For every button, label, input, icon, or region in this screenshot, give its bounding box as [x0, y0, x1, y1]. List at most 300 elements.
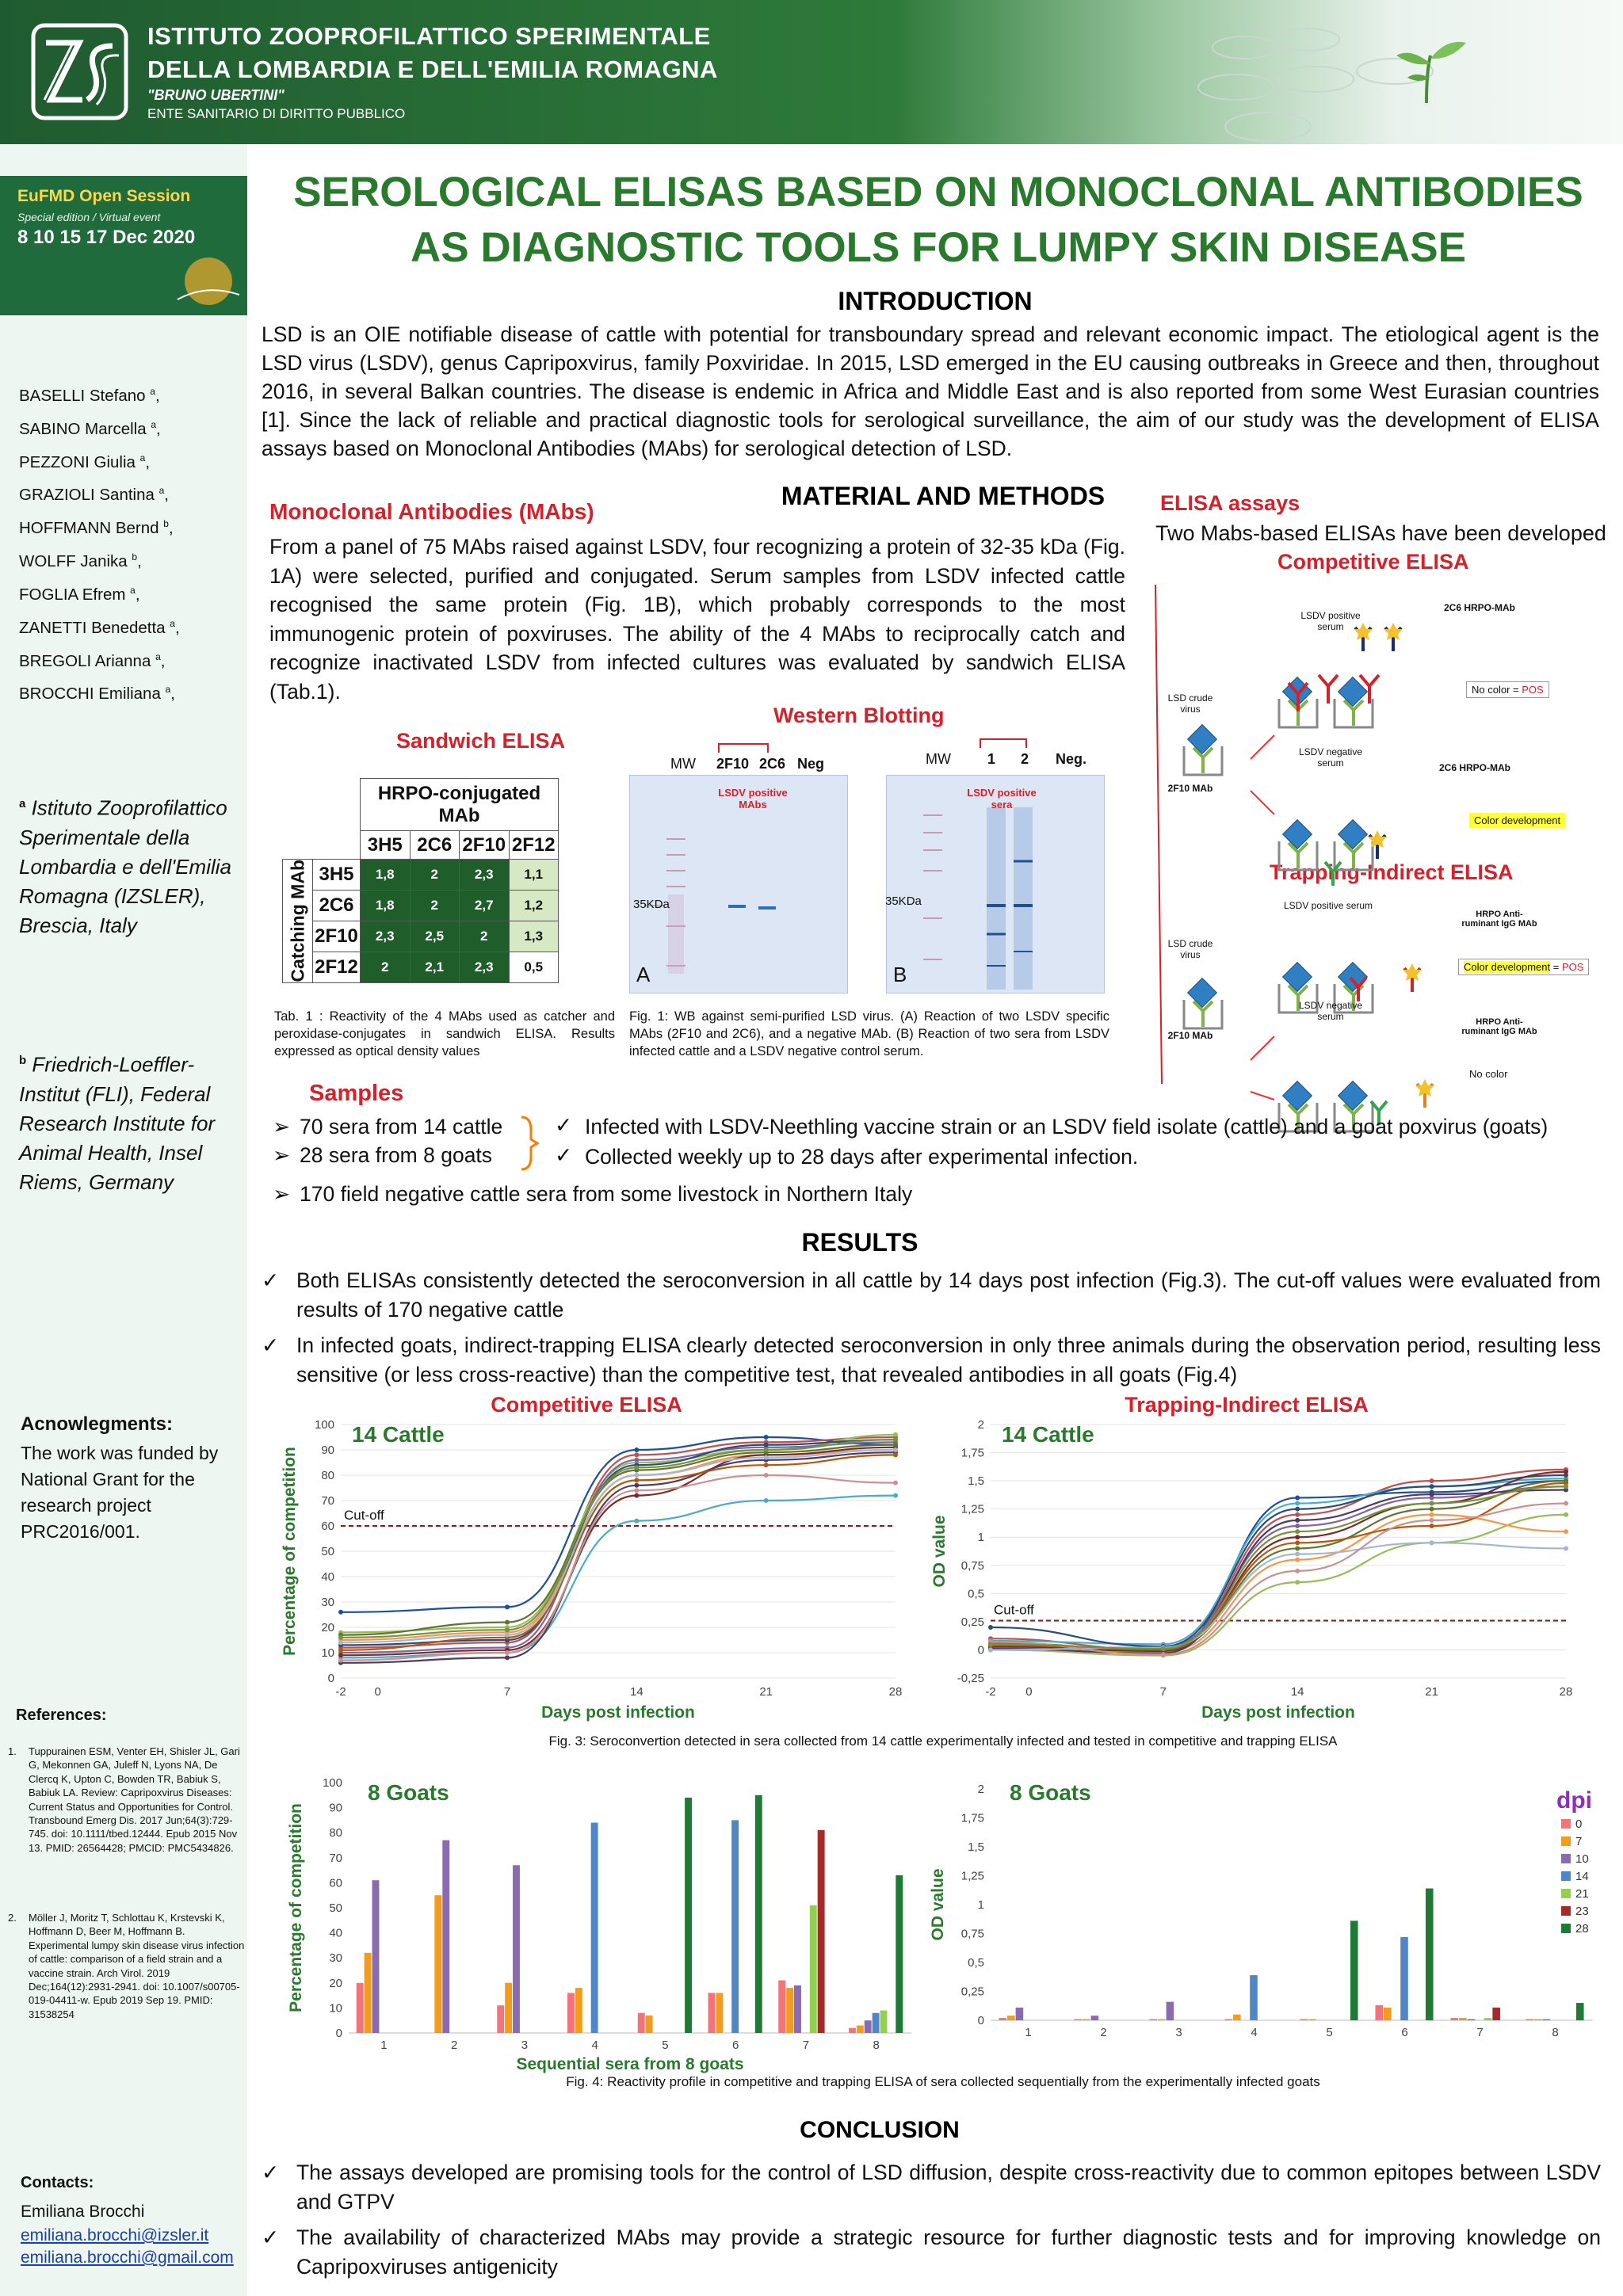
author-name: BASELLI Stefano	[19, 386, 151, 405]
y-tick-label: 0,25	[960, 1615, 984, 1629]
data-point	[505, 1650, 510, 1655]
bar	[1300, 2019, 1308, 2020]
x-tick-label: 1	[1025, 2026, 1032, 2039]
y-tick-label: 2	[977, 1783, 984, 1796]
data-point	[1430, 1512, 1434, 1517]
scheme-label-2f10-b: 2F10 MAb	[1167, 1030, 1213, 1041]
data-point	[1295, 1529, 1300, 1534]
data-point	[634, 1483, 639, 1488]
poster-title-line-1: SEROLOGICAL ELISAS BASED ON MONOCLONAL ANTIBODIES	[293, 169, 1583, 215]
sample-item: 170 field negative cattle sera from some livestock in Northern Italy	[300, 1182, 913, 1206]
scheme-label-hrpo-anti: HRPO Anti-ruminant IgG MAb	[1461, 910, 1537, 929]
wb-b-kda-label: 35KDa	[885, 894, 922, 908]
table-row-label: 2F10	[313, 921, 361, 952]
y-tick-label: 0,75	[960, 1927, 984, 1941]
legend-label: 21	[1575, 1887, 1589, 1901]
wb-a-panel-label: A	[636, 963, 651, 986]
data-point	[988, 1647, 993, 1652]
y-tick-label: 2	[977, 1418, 984, 1432]
x-tick-label: 5	[1326, 2026, 1333, 2039]
bar	[778, 1981, 785, 2033]
results-item	[262, 1266, 1601, 1324]
scheme-pos-text: POS	[1522, 684, 1544, 696]
chart-annotation: 8 Goats	[368, 1780, 449, 1805]
y-tick-label: 30	[321, 1596, 334, 1609]
figure-3-caption: Fig. 3: Seroconvertion detected in sera collected from 14 cattle experimentally infected and tested in competitive and trapping ELISA	[548, 1733, 1338, 1749]
wb-lane-label: MW	[670, 756, 696, 772]
x-tick-label: 4	[591, 2039, 598, 2052]
y-tick-label: 90	[321, 1444, 334, 1457]
scheme-label-crude-virus: LSD crude virus	[1167, 692, 1213, 715]
scheme-label-neg-serum-b: LSDV negative serum	[1298, 1000, 1363, 1022]
series-line	[991, 1486, 1566, 1647]
bar	[567, 1993, 575, 2033]
scheme-box-no-color-pos: No color = POS	[1466, 681, 1549, 698]
author-item: BASELLI Stefano $^a$,	[19, 386, 160, 405]
author-name: ZANETTI Benedetta	[19, 618, 170, 637]
bar	[849, 2028, 856, 2033]
wb-b-bracket	[980, 738, 1027, 748]
data-point	[1564, 1470, 1568, 1474]
table-col-label: 2C6	[410, 831, 460, 860]
y-tick-label: 10	[329, 2001, 342, 2016]
table-row-header: Catching MAb	[283, 860, 313, 983]
reference-item	[8, 1911, 246, 2021]
series-line	[991, 1543, 1566, 1650]
author-affil-sup: a	[130, 584, 136, 596]
poster-title-line-2: AS DIAGNOSTIC TOOLS FOR LUMPY SKIN DISEASE	[410, 224, 1466, 271]
author-name: PEZZONI Giulia	[19, 452, 140, 471]
legend-label: 28	[1575, 1922, 1589, 1936]
data-point	[1295, 1535, 1300, 1539]
bar	[372, 1880, 380, 2033]
y-tick-label: 70	[321, 1494, 334, 1508]
table-cell: 1,2	[509, 890, 559, 921]
data-point	[1564, 1546, 1568, 1550]
x-tick-label: 5	[662, 2039, 669, 2052]
bar	[513, 1865, 520, 2033]
y-axis-label: OD value	[929, 1868, 947, 1941]
bar	[1167, 2002, 1174, 2020]
table-cell: 1,3	[509, 921, 559, 952]
y-tick-label: 1	[977, 1531, 984, 1545]
bar	[1350, 1920, 1358, 2020]
author-affil-sup: b	[163, 518, 169, 530]
chart-title: Trapping-Indirect ELISA	[1125, 1393, 1369, 1417]
check-icon: ✓	[262, 1268, 280, 1292]
bar	[1484, 2018, 1492, 2020]
series-line	[991, 1486, 1566, 1649]
x-tick-label: 2	[450, 2039, 458, 2052]
series-line	[991, 1489, 1566, 1653]
x-tick-label: 8	[1552, 2026, 1559, 2039]
wb-lane-label: 2C6	[759, 756, 786, 772]
affiliation-a-sup: a	[19, 797, 26, 810]
event-dates: 8 10 15 17 Dec 2020	[17, 227, 196, 248]
affiliation-b	[19, 1046, 241, 1197]
wb-a-lanes	[629, 756, 883, 775]
scheme-label-pos-serum: LSDV positive serum	[1300, 610, 1361, 632]
legend-label: 10	[1575, 1852, 1589, 1866]
x-tick-label: 6	[1401, 2026, 1408, 2039]
table-caption: Tab. 1 : Reactivity of the 4 MAbs used as catcher and peroxidase-conjugates in sandwich ELISA. Results expressed as optical density values	[274, 1009, 615, 1058]
bar	[716, 1993, 723, 2033]
data-point	[634, 1478, 639, 1482]
wb-b-lanes	[886, 751, 1140, 770]
reference-number: 1.	[8, 1745, 17, 1757]
y-tick-label: 10	[321, 1646, 334, 1660]
bar	[818, 1830, 825, 2033]
author-affil-sup: a	[170, 617, 175, 629]
trapping-elisa-goats-chart	[927, 1768, 1609, 2074]
data-point	[1430, 1540, 1434, 1545]
table-cell: 2,5	[410, 921, 460, 952]
x-tick-label: -2	[985, 1685, 996, 1699]
data-point	[764, 1473, 769, 1478]
author-item: PEZZONI Giulia $^a$,	[19, 452, 151, 471]
data-point	[1430, 1501, 1434, 1506]
sample-item: 28 sera from 8 goats	[300, 1143, 493, 1167]
series-line	[341, 1452, 896, 1663]
data-point	[1430, 1478, 1434, 1483]
bar	[505, 1983, 512, 2033]
author-item: BREGOLI Arianna $^a$,	[19, 650, 166, 670]
y-tick-label: 0,25	[960, 1985, 984, 1999]
y-axis-label: Percentage of competition	[281, 1447, 299, 1656]
x-tick-label: 3	[1175, 2026, 1182, 2039]
series-line	[991, 1481, 1566, 1652]
x-tick-label: 28	[1559, 1685, 1573, 1699]
bar	[1233, 2015, 1241, 2020]
y-tick-label: 0,75	[960, 1558, 984, 1573]
data-point	[505, 1627, 510, 1632]
y-tick-label: 50	[321, 1545, 334, 1558]
y-tick-label: -0,25	[957, 1672, 984, 1685]
data-point	[893, 1432, 898, 1437]
x-tick-label: 3	[521, 2039, 529, 2052]
event-subtitle: Special edition / Virtual event	[17, 211, 161, 223]
author-name: HOFFMANN Bernd	[19, 519, 164, 538]
conclusion-item	[262, 2223, 1601, 2281]
legend-label: 0	[1575, 1817, 1583, 1831]
author-affil-sup: a	[165, 684, 171, 696]
cutoff-label: Cut-off	[994, 1602, 1034, 1618]
results-item-text: Both ELISAs consistently detected the seroconversion in all cattle by 14 days post infection (Fig.3). The cut-off values were evaluated from results of 170 negative cattle	[296, 1268, 1601, 1322]
sample-check-item: Collected weekly up to 28 days after experimental infection.	[585, 1145, 1139, 1169]
reference-number: 2.	[8, 1912, 17, 1924]
bar	[497, 2005, 504, 2033]
wb-a-kda-label: 35KDa	[633, 898, 670, 911]
cutoff-label: Cut-off	[344, 1508, 384, 1523]
wb-lane-label: MW	[926, 751, 951, 767]
check-icon: ✓	[262, 2161, 280, 2184]
data-point	[1430, 1484, 1434, 1489]
bar	[1450, 2018, 1458, 2020]
elisa-assays-subtitle: Two Mabs-based ELISAs have been developed	[1155, 521, 1606, 545]
introduction-heading: INTRODUCTION	[838, 287, 1033, 315]
legend-swatch	[1561, 1819, 1571, 1829]
samples-brace	[518, 1116, 540, 1171]
data-point	[1161, 1652, 1166, 1657]
chart-annotation: 14 Cattle	[1002, 1422, 1094, 1447]
sample-item: 70 sera from 14 cattle	[300, 1115, 503, 1138]
wb-b-panel-label: B	[893, 963, 907, 986]
x-tick-label: 7	[1476, 2026, 1484, 2039]
wb-lane-label: 1	[987, 751, 996, 767]
legend-swatch	[1561, 1924, 1571, 1933]
conclusion-item-text: The assays developed are promising tools for the control of LSD diffusion, despite cross-reactivity due to common epitopes between LSDV and GTPV	[296, 2161, 1601, 2214]
figure-1-caption: Fig. 1: WB against semi-purified LSD virus. (A) Reaction of two LSDV specific MAbs (2F10 and 2C6), and a negative MAb. (B) Reaction of two sera from LSDV infected cattle and a LSDV negative control serum.	[629, 1009, 1109, 1058]
bar	[1083, 2019, 1090, 2020]
author-item: BROCCHI Emiliana $^a$,	[19, 684, 175, 704]
scheme-no-color-text: No color	[1472, 684, 1510, 696]
introduction-text: LSD is an OIE notifiable disease of cattle with potential for transboundary spread and relevant economic impact. The etiological agent is the LSD virus (LSDV), genus Capripoxvirus, family Poxviridae. In 2015, LSD emerged in the EU causing outbreaks in Greece and then, throughout 2016, in several Balkan countries. The disease is endemic in Africa and Middle East and is also reported from some West Eurasian countries [1]. Since the lack of reliable and practical diagnostic tools for serological surveillance, the aim of our study was the development of ELISA assays based on Monoclonal Antibodies (MAbs) for serological detection of LSD.	[262, 322, 1599, 460]
author-list	[19, 377, 180, 708]
x-tick-label: -2	[335, 1685, 346, 1699]
affiliation-b-text: Friedrich-Loeffler-Institut (FLI), Federal Research Institute for Animal Health, Insel Riems, Germany	[19, 1052, 216, 1194]
table-cell: 1,1	[509, 860, 559, 891]
scheme-pos-text-b: POS	[1561, 961, 1584, 973]
scheme-box-color-pos: Color development = POS	[1458, 959, 1589, 975]
legend-label: 23	[1575, 1905, 1589, 1918]
legend-label: 14	[1575, 1870, 1589, 1883]
data-point	[505, 1620, 510, 1625]
bar	[857, 2026, 864, 2033]
data-point	[634, 1493, 639, 1498]
wb-lane-label: Neg	[797, 756, 825, 772]
elisa-assays-panel	[1155, 491, 1623, 1101]
bar	[1426, 1889, 1434, 2020]
y-tick-label: 1,5	[968, 1840, 984, 1854]
y-tick-label: 0,5	[968, 1956, 984, 1970]
y-tick-label: 1,25	[960, 1502, 984, 1516]
reference-text: Möller J, Moritz T, Schlottau K, Krstevski K, Hoffmann D, Beer M, Hoffmann B. Experimental lumpy skin disease virus infection of cattle: comparison of a field strain and a vaccine strain. Arch Virol. 2019 Dec;164(12):2931-2941. doi: 10.1007/s00705-019-04411-w. Epub 2019 Sep 19. PMID: 31538254	[29, 1912, 245, 2020]
bar	[794, 1985, 801, 2033]
scheme-color-dev-text: Color development	[1464, 961, 1551, 973]
bar	[1250, 1975, 1258, 2020]
competitive-elisa-cattle-chart	[281, 1393, 911, 1729]
series-line	[341, 1440, 896, 1645]
izs-logo	[30, 22, 129, 121]
data-point	[893, 1443, 898, 1447]
scheme-label-2c6-b: 2C6 HRPO-MAb	[1439, 762, 1511, 773]
bar	[1007, 2016, 1015, 2020]
scheme-label-hrpo-anti-b: HRPO Anti-ruminant IgG MAb	[1461, 1017, 1537, 1036]
bar	[731, 1820, 739, 2033]
data-point	[1430, 1492, 1434, 1497]
x-tick-label: 21	[1425, 1685, 1438, 1699]
x-axis-label: Days post infection	[541, 1703, 695, 1722]
competitive-elisa-heading: Competitive ELISA	[1277, 550, 1469, 574]
legend-swatch	[1561, 1889, 1571, 1898]
lab-plant-image	[1189, 0, 1623, 144]
author-name: BREGOLI Arianna	[19, 651, 156, 670]
series-line	[991, 1504, 1566, 1655]
author-name: BROCCHI Emiliana	[19, 685, 166, 704]
elisa-scheme-diagram	[1155, 585, 1623, 1101]
scheme-label-no-color: No color	[1469, 1068, 1508, 1080]
data-point	[988, 1642, 993, 1646]
table-row-label: 2F12	[313, 952, 361, 982]
table-col-header: HRPO-conjugated MAb	[361, 779, 559, 831]
bar	[434, 1895, 441, 2033]
table-cell: 2	[460, 921, 510, 952]
y-tick-label: 20	[321, 1621, 334, 1634]
table-row-label: 3H5	[313, 860, 361, 891]
wb-lane-label: Neg.	[1056, 751, 1087, 767]
y-tick-label: 30	[329, 1951, 342, 1966]
bar	[1158, 2019, 1166, 2020]
contact-email-link[interactable]: emiliana.brocchi@izsler.it	[21, 2226, 209, 2245]
y-tick-label: 80	[321, 1469, 334, 1482]
bar	[1091, 2016, 1099, 2020]
data-point	[1295, 1507, 1300, 1512]
legend-swatch	[1561, 1854, 1571, 1863]
author-item: ZANETTI Benedetta $^a$,	[19, 617, 180, 637]
reference-text: Tuppurainen ESM, Venter EH, Shisler JL, Gari G, Mekonnen GA, Juleff N, Lyons NA, De Clercq K, Upton C, Bowden TR, Babiuk S, Babiuk LA. Review: Capripoxvirus Diseases: Current Status and Opportunities for Control. Transbound Emerg Dis. 2017 Jun;64(3):729-745. doi: 10.1111/tbed.12444. Epub 2015 Nov 13. PMID: 26564428; PMCID: PMC5434826.	[29, 1745, 240, 1854]
x-tick-label: 1	[380, 2039, 388, 2052]
bar	[810, 1905, 817, 2033]
institute-name-3: "BRUNO UBERTINI"	[147, 87, 285, 103]
bar	[591, 1823, 598, 2033]
author-affil-sup: a	[155, 650, 161, 662]
sandwich-elisa-heading: Sandwich ELISA	[396, 729, 566, 753]
author-affil-sup: b	[132, 551, 138, 563]
y-tick-label: 0	[335, 2027, 342, 2040]
author-name: GRAZIOLI Santina	[19, 486, 159, 505]
y-tick-label: 1,75	[960, 1811, 984, 1825]
bar	[896, 1875, 903, 2033]
figure-4-caption: Fig. 4: Reactivity profile in competitive and trapping ELISA of sera collected sequentially from the experimentally infected goats	[566, 2074, 1320, 2089]
data-point	[338, 1653, 343, 1657]
bar	[755, 1795, 762, 2033]
y-tick-label: 70	[329, 1851, 342, 1865]
y-tick-label: 100	[322, 1776, 342, 1790]
y-tick-label: 60	[329, 1876, 342, 1890]
author-item: HOFFMANN Bernd $^b$,	[19, 518, 174, 538]
contacts-heading: Contacts:	[21, 2174, 94, 2191]
x-tick-label: 0	[374, 1685, 381, 1699]
data-point	[764, 1455, 769, 1460]
competitive-elisa-goats-chart	[285, 1768, 919, 2074]
table-row-label: 2C6	[313, 890, 361, 921]
author-affil-sup: a	[139, 452, 146, 463]
institute-name-2: DELLA LOMBARDIA E DELL'EMILIA ROMAGNA	[147, 55, 718, 83]
trapping-elisa-heading: Trapping-Indirect ELISA	[1270, 860, 1514, 884]
bar	[1468, 2019, 1476, 2020]
series-line	[341, 1475, 896, 1661]
data-point	[1295, 1495, 1300, 1500]
event-banner	[0, 176, 247, 315]
x-tick-label: 6	[731, 2039, 739, 2052]
data-point	[634, 1473, 639, 1478]
sample-bullet: ➢	[273, 1115, 291, 1138]
samples-heading: Samples	[309, 1081, 404, 1106]
table-cell: 2,1	[410, 952, 460, 982]
data-point	[634, 1447, 639, 1452]
data-point	[634, 1452, 639, 1457]
affiliation-a	[19, 789, 241, 940]
chart-annotation: 14 Cattle	[352, 1422, 445, 1447]
data-point	[1564, 1501, 1568, 1506]
x-tick-label: 2	[1100, 2026, 1107, 2039]
table-cell: 1,8	[361, 890, 411, 921]
author-affil-sup: a	[150, 386, 155, 397]
table-cell: 2,3	[460, 952, 510, 982]
data-point	[1295, 1512, 1300, 1517]
check-icon: ✓	[555, 1113, 573, 1137]
author-item: FOGLIA Efrem $^a$,	[19, 584, 140, 604]
sample-bullet: ➢	[273, 1182, 291, 1206]
y-axis-label: OD value	[930, 1515, 949, 1588]
check-icon: ✓	[555, 1143, 573, 1167]
event-title: EuFMD Open Session	[17, 187, 191, 205]
bar	[646, 2016, 653, 2033]
mabs-heading: Monoclonal Antibodies (MAbs)	[269, 499, 594, 524]
y-tick-label: 90	[329, 1801, 342, 1815]
data-point	[764, 1435, 769, 1440]
western-blot-panel-a	[629, 775, 848, 994]
y-tick-label: 80	[329, 1826, 342, 1840]
data-point	[1295, 1552, 1300, 1557]
contact-name: Emiliana Brocchi	[21, 2203, 145, 2221]
bar	[365, 1953, 372, 2033]
data-point	[1295, 1540, 1300, 1545]
contact-email-link[interactable]: emiliana.brocchi@gmail.com	[21, 2248, 234, 2267]
x-tick-label: 28	[888, 1685, 903, 1699]
author-item: SABINO Marcella $^a$,	[19, 418, 161, 438]
data-point	[1295, 1524, 1300, 1528]
institute-name-4: ENTE SANITARIO DI DIRITTO PUBBLICO	[147, 106, 406, 121]
scheme-label-2c6: 2C6 HRPO-MAb	[1444, 602, 1516, 613]
series-line	[341, 1435, 896, 1633]
y-tick-label: 40	[321, 1570, 334, 1584]
x-tick-label: 0	[1025, 1685, 1033, 1699]
y-tick-label: 20	[329, 1976, 342, 1990]
data-point	[764, 1463, 769, 1467]
bar	[1492, 2008, 1500, 2020]
data-point	[338, 1610, 343, 1615]
y-tick-label: 100	[314, 1418, 334, 1432]
scheme-label-pos-serum-b: LSDV positive serum	[1284, 900, 1373, 911]
chart-title: Competitive ELISA	[491, 1393, 682, 1417]
series-line	[341, 1442, 896, 1653]
author-name: SABINO Marcella	[19, 419, 151, 438]
data-point	[338, 1635, 343, 1640]
mabs-text: From a panel of 75 MAbs raised against LSDV, four recognizing a protein of 32-35 kDa (Fig. 1A) were selected, purified and conjugated. Serum samples from LSDV infected cattle recognised the same protein (Fig. 1B), which probably corresponds to the most immunogenic protein of poxviruses. The ability of the 4 MAbs to reciprocally catch and recognize inactivated LSDV from infected cultures was evaluated by sandwich ELISA (Tab.1).	[269, 535, 1125, 704]
x-tick-label: 7	[1159, 1685, 1167, 1699]
data-point	[1295, 1518, 1300, 1523]
y-tick-label: 0,5	[968, 1587, 984, 1601]
author-item: GRAZIOLI Santina $^a$,	[19, 485, 169, 505]
x-tick-label: 21	[759, 1685, 773, 1699]
bar	[1074, 2019, 1082, 2020]
scheme-label-2f10: 2F10 MAb	[1167, 783, 1213, 794]
x-tick-label: 7	[503, 1685, 511, 1699]
bar	[999, 2018, 1006, 2020]
bar	[357, 1983, 364, 2033]
legend-swatch	[1561, 1906, 1571, 1916]
wb-b-pos-label: LSDV positive sera	[967, 787, 1037, 810]
x-axis-label: Sequential sera from 8 goats	[516, 2055, 744, 2073]
data-point	[764, 1498, 769, 1503]
results-item-text: In infected goats, indirect-trapping ELISA clearly detected seroconversion in only three animals during the observation period, resulting less sensitive (or less cross-reactive) than the competitive test, that revealed antibodies in all goats (Fig.4)	[296, 1333, 1601, 1386]
bar	[638, 2013, 645, 2033]
bar	[442, 1840, 449, 2033]
data-point	[338, 1658, 343, 1663]
table-col-label: 2F12	[509, 831, 559, 860]
data-point	[338, 1640, 343, 1645]
